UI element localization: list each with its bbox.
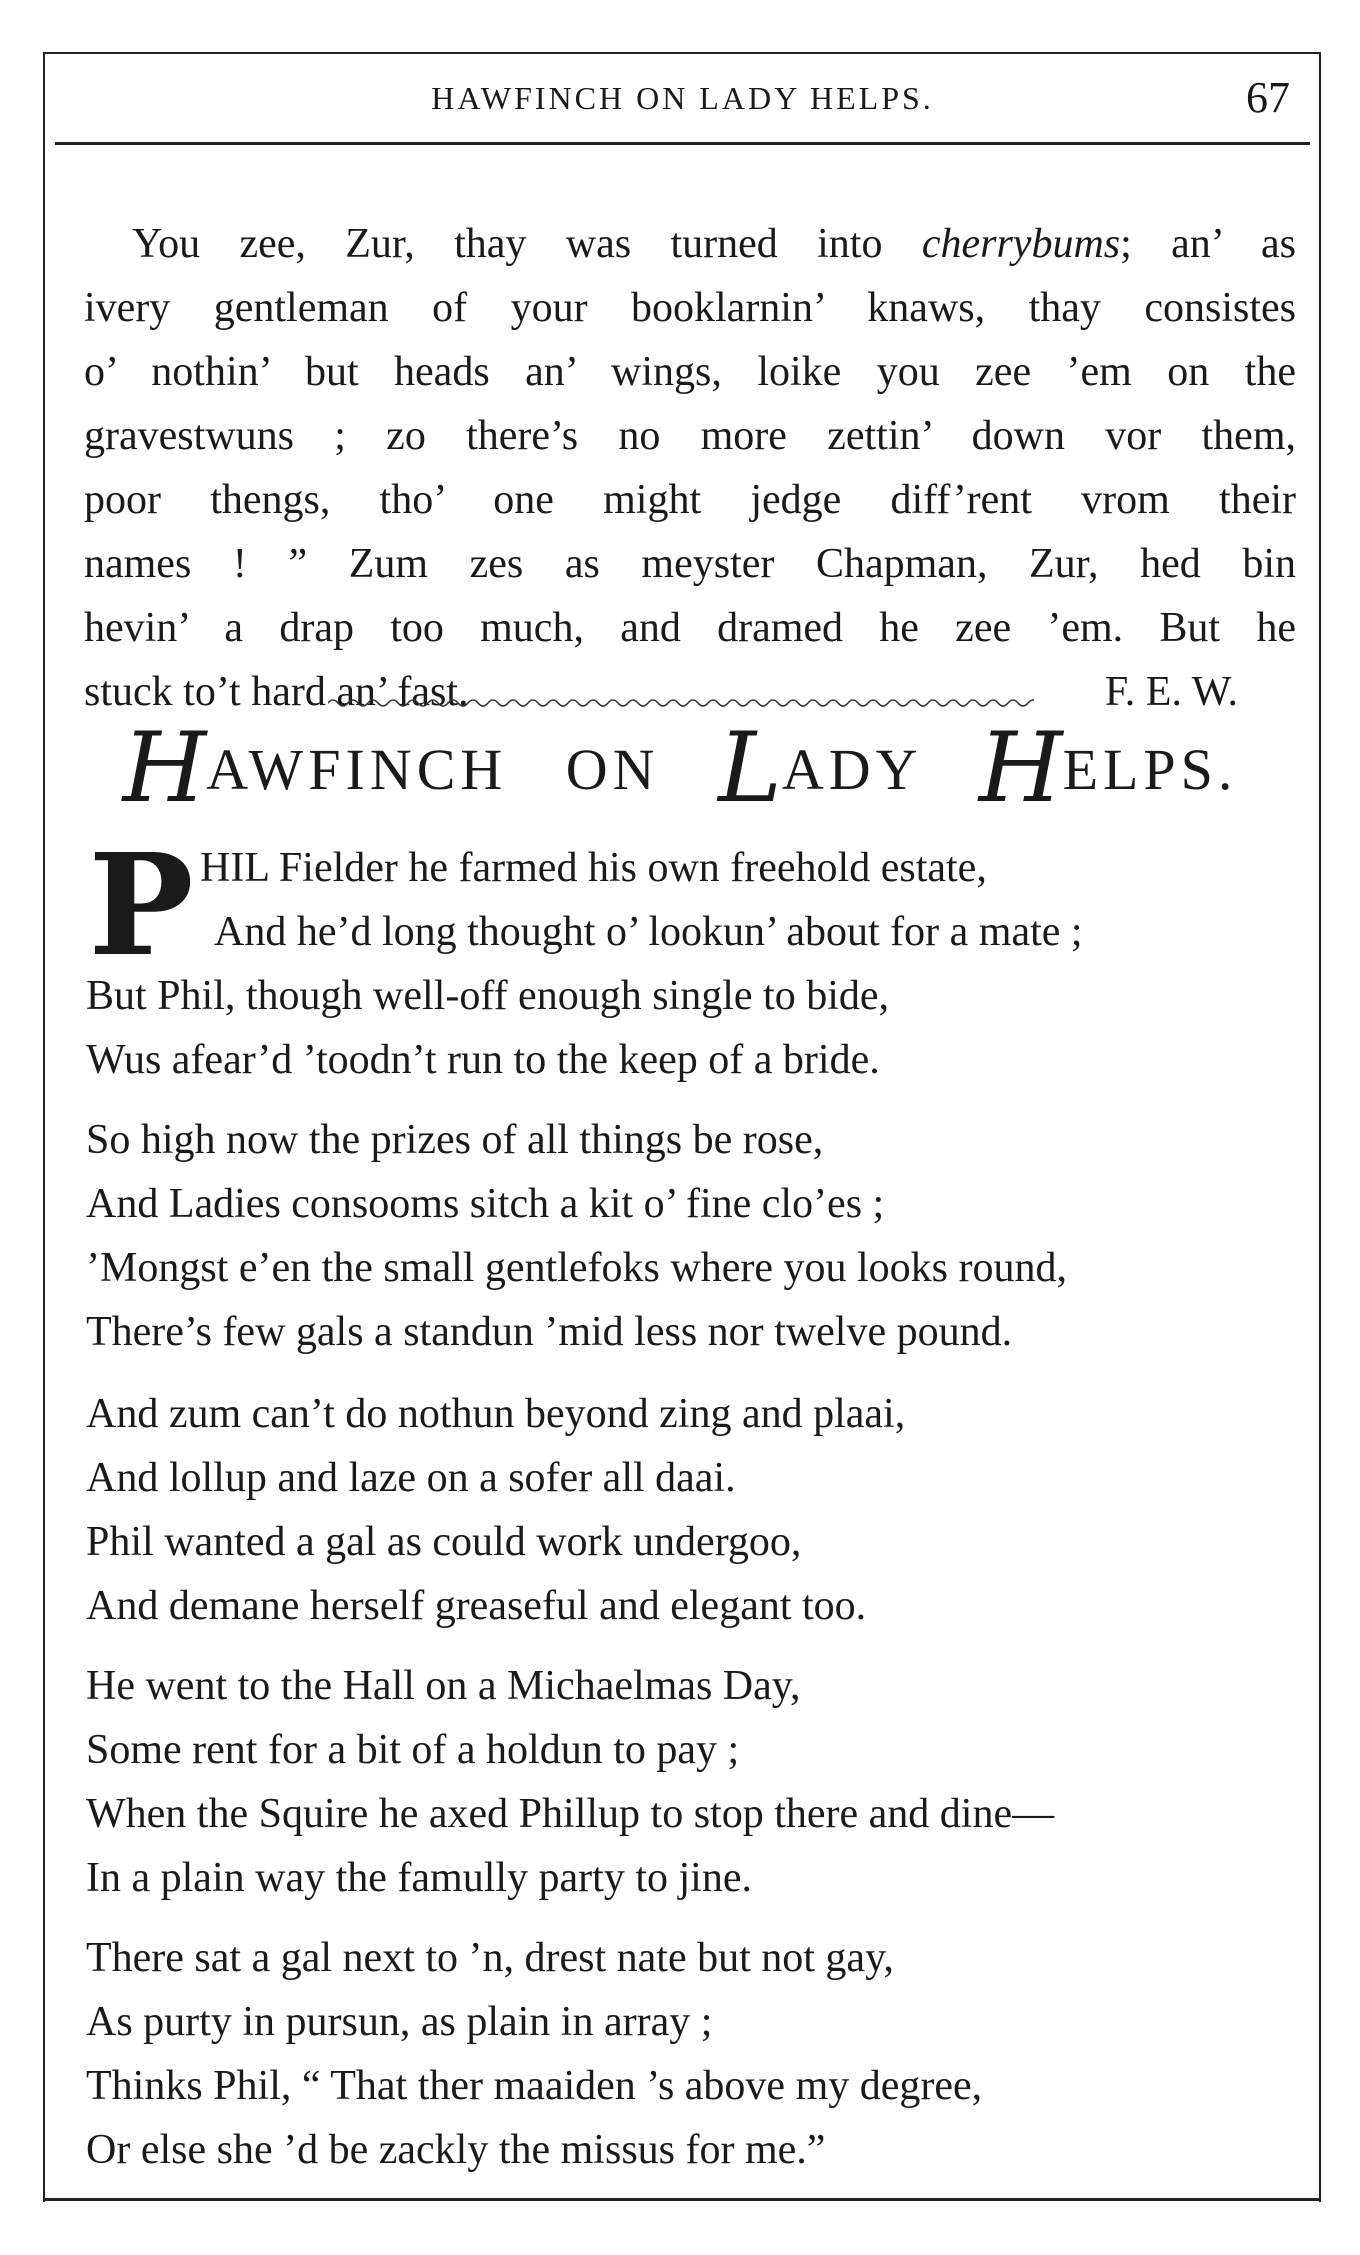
title-initial: L bbox=[718, 712, 782, 824]
prose-line: stuck to’t hard an’ fast. F. E. W. bbox=[84, 660, 1296, 724]
poem-line: Thinks Phil, “ That ther maaiden ’s above my degree, bbox=[86, 2063, 983, 2109]
prose-line: You zee, Zur, thay was turned into cherrybums; an’ as bbox=[132, 221, 1297, 267]
poem-title: HAWFINCH ON LADY HELPS. bbox=[122, 712, 1238, 824]
poem-line: Some rent for a bit of a holdun to pay ; bbox=[86, 1727, 740, 1773]
poem-stanza-2 bbox=[86, 1108, 1067, 1364]
prose-line: ivery gentleman of your booklarnin’ knaws, thay consistes bbox=[84, 285, 1296, 331]
poem-line: And he’d long thought o’ lookun’ about for a mate ; bbox=[214, 909, 1083, 955]
poem-stanza-1 bbox=[86, 900, 1083, 1092]
poem-line: HIL Fielder he farmed his own freehold estate, bbox=[200, 845, 987, 891]
poem-first-line bbox=[200, 836, 987, 900]
poem-line: Phil wanted a gal as could work undergoo, bbox=[86, 1519, 802, 1565]
prose-line: names ! ” Zum zes as meyster Chapman, Zur, hed bin bbox=[84, 541, 1296, 587]
signature: F. E. W. bbox=[1104, 669, 1238, 715]
poem-line: And zum can’t do nothun beyond zing and plaai, bbox=[86, 1391, 906, 1437]
title-initial: H bbox=[122, 712, 207, 824]
poem-stanza-5 bbox=[86, 1926, 982, 2182]
poem-line: When the Squire he axed Phillup to stop there and dine— bbox=[86, 1791, 1055, 1837]
prose-line: hevin’ a drap too much, and dramed he zee ’em. But he bbox=[84, 605, 1296, 651]
poem-line: As purty in pursun, as plain in array ; bbox=[86, 1999, 713, 2045]
drop-cap: P bbox=[88, 824, 194, 988]
poem-line: Or else she ’d be zackly the missus for me.” bbox=[86, 2127, 826, 2173]
poem-line: He went to the Hall on a Michaelmas Day, bbox=[86, 1663, 801, 1709]
poem-stanza-4 bbox=[86, 1654, 1054, 1910]
poem-line: And demane herself greaseful and elegant too. bbox=[86, 1583, 867, 1629]
header-rule bbox=[55, 142, 1310, 145]
page-number: 67 bbox=[1246, 73, 1290, 122]
prose-line: o’ nothin’ but heads an’ wings, loike you zee ’em on the bbox=[84, 349, 1296, 395]
poem-line: Wus afear’d ’toodn’t run to the keep of a bride. bbox=[86, 1037, 880, 1083]
bottom-rule bbox=[43, 2198, 1321, 2201]
poem-line: In a plain way the famully party to jine. bbox=[86, 1855, 752, 1901]
poem-line: ’Mongst e’en the small gentlefoks where you looks round, bbox=[86, 1245, 1067, 1291]
prose-paragraph bbox=[84, 212, 1296, 724]
poem-line: There sat a gal next to ’n, drest nate but not gay, bbox=[86, 1935, 894, 1981]
wavy-divider bbox=[328, 696, 1034, 710]
prose-line: gravestwuns ; zo there’s no more zettin’ down vor them, bbox=[84, 413, 1296, 459]
poem-line: But Phil, though well-off enough single to bide, bbox=[86, 973, 890, 1019]
title-initial: H bbox=[978, 712, 1063, 824]
italic-word: cherrybums bbox=[921, 221, 1121, 267]
poem-line: There’s few gals a standun ’mid less nor twelve pound. bbox=[86, 1309, 1013, 1355]
running-header bbox=[55, 62, 1310, 132]
poem-line: So high now the prizes of all things be rose, bbox=[86, 1117, 824, 1163]
prose-line: poor thengs, tho’ one might jedge diff’rent vrom their bbox=[84, 477, 1296, 523]
poem-stanza-3 bbox=[86, 1382, 905, 1638]
poem-line: And lollup and laze on a sofer all daai. bbox=[86, 1455, 736, 1501]
poem-line: And Ladies consooms sitch a kit o’ fine clo’es ; bbox=[86, 1181, 885, 1227]
running-title: HAWFINCH ON LADY HELPS. bbox=[431, 80, 934, 116]
